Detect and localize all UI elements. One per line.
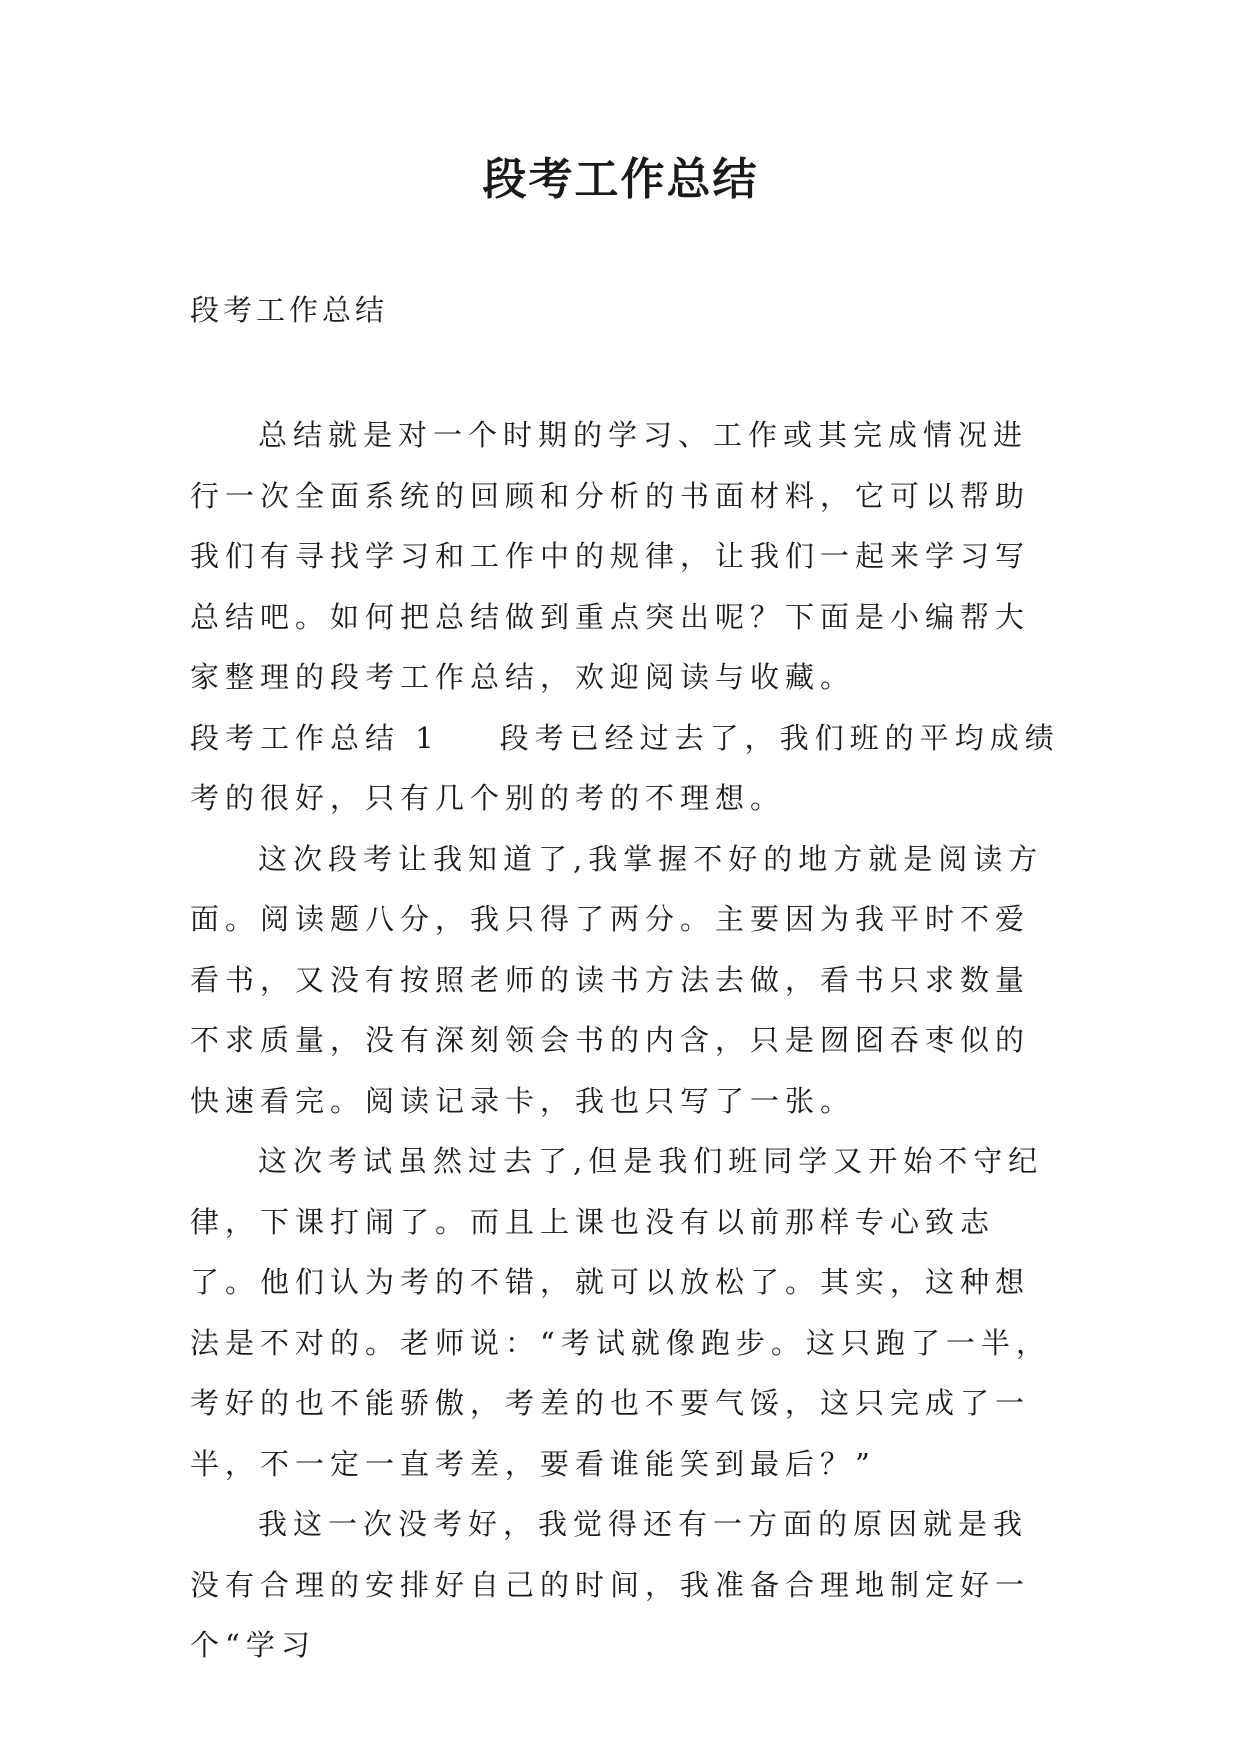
body-paragraph-1: 这次段考让我知道了,我掌握不好的地方就是阅读方面。阅读题八分，我只得了两分。主要因为我平时不爱看书，又没有按照老师的读书方法去做，看书只求数量不求质量，没有深刻领会书的内含，只是囫囵吞枣似的快速看完。阅读记录卡，我也只写了一张。 [190,841,1044,1118]
body-paragraph-3: 我这一次没考好，我觉得还有一方面的原因就是我没有合理的安排好自己的时间，我准备合理地制定好一个“学习 [190,1507,1031,1662]
document-subtitle: 段考工作总结 [190,293,389,327]
section-1-first-sentence: 段考已经过去了，我们班的平均成绩考的很好，只有几个别的考的不理想。 [190,720,1060,815]
document-title: 段考工作总结 [482,154,759,205]
intro-paragraph: 总结就是对一个时期的学习、工作或其完成情况进行一次全面系统的回顾和分析的书面材料，它可以帮助我们有寻找学习和工作中的规律，让我们一起来学习写总结吧。如何把总结做到重点突出呢？下面是小编帮大家整理的段考工作总结，欢迎阅读与收藏。 [190,418,1031,694]
document-body [190,405,1060,1676]
section-1-heading: 段考工作总结 1 [190,720,440,755]
section-1-paragraph [190,708,1060,829]
body-paragraph-2: 这次考试虽然过去了,但是我们班同学又开始不守纪律，下课打闹了。而且上课也没有以前那样专心致志了。他们认为考的不错，就可以放松了。其实，这种想法是不对的。老师说：“考试就像跑步。这只跑了一半，考好的也不能骄傲，考差的也不要气馁，这只完成了一半，不一定一直考差，要看谁能笑到最后？” [190,1144,1051,1481]
